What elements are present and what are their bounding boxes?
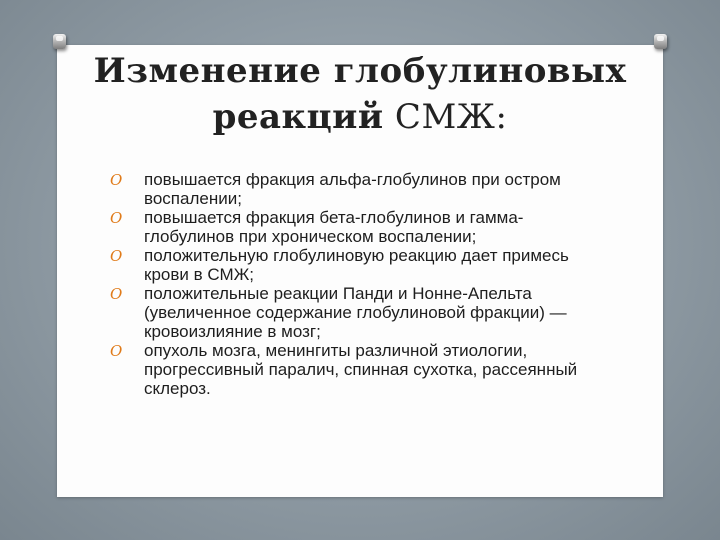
bullet-circle-icon: O	[110, 342, 123, 360]
pushpin-icon	[654, 34, 667, 49]
title-line-2-bold: реакций	[212, 97, 384, 137]
title-line-1: Изменение глобулиновых	[93, 51, 627, 91]
list-item	[109, 208, 609, 246]
bullet-circle-icon: O	[110, 247, 123, 265]
bullet-circle-icon: O	[110, 285, 123, 303]
bullet-circle-icon: O	[110, 171, 123, 189]
list-item-text: опухоль мозга, менингиты различной этиологии, прогрессивный паралич, спинная сухотка, рассеянный склероз.	[144, 341, 578, 398]
title-line-2-rest: СМЖ:	[383, 97, 508, 137]
list-item	[109, 246, 609, 284]
list-item-text: положительные реакции Панди и Нонне-Апельта (увеличенное содержание глобулиновой фракции) — кровоизлияние в мозг;	[144, 284, 567, 341]
list-item	[109, 341, 609, 398]
list-item-text: повышается фракция бета-глобулинов и гамма-глобулинов при хроническом воспалении;	[144, 208, 524, 246]
pushpin-icon	[53, 34, 66, 49]
list-item-text: повышается фракция альфа-глобулинов при остром воспалении;	[144, 170, 561, 208]
list-item	[109, 284, 609, 341]
bullet-list	[109, 170, 609, 398]
list-item	[109, 170, 609, 208]
bullet-circle-icon: O	[110, 209, 123, 227]
list-item-text: положительную глобулиновую реакцию дает примесь крови в СМЖ;	[144, 246, 569, 284]
slide-title	[57, 48, 663, 140]
